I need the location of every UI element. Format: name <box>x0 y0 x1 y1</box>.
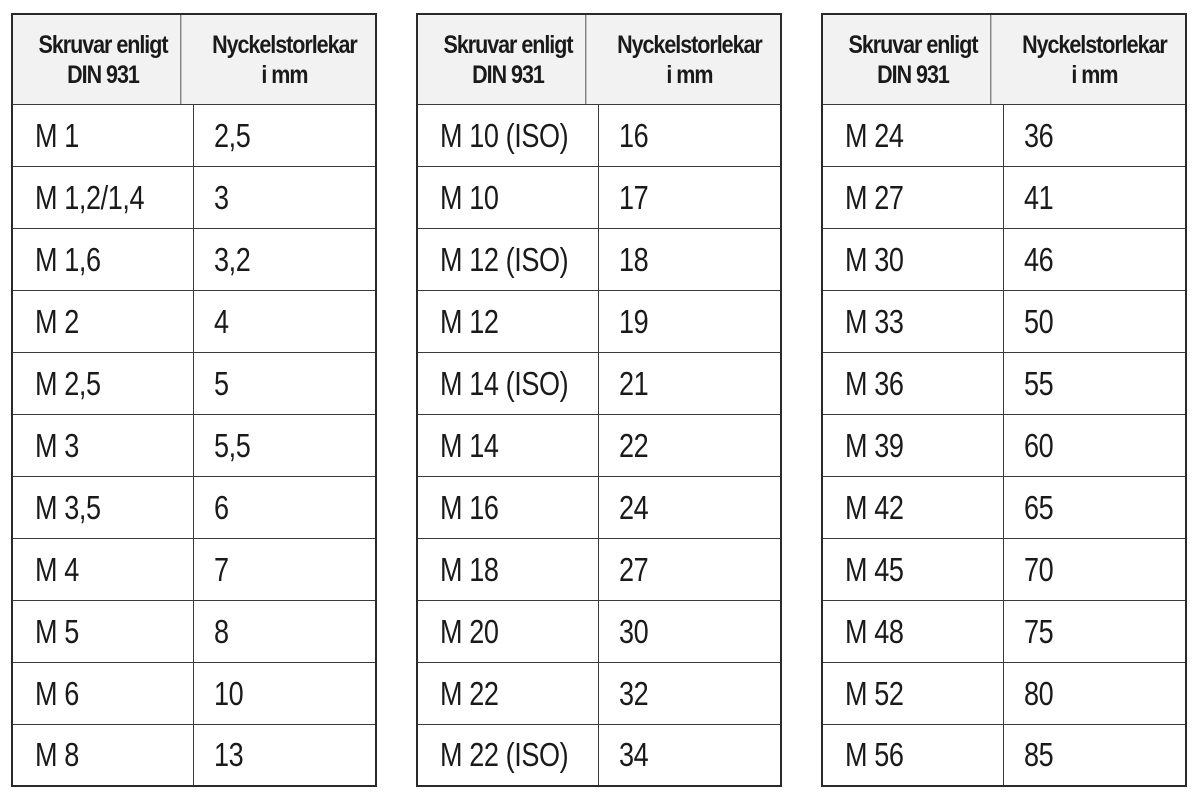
header-screw <box>431 15 587 104</box>
wrench-size-cell <box>194 477 375 538</box>
screw-cell <box>823 601 1004 662</box>
screw-cell <box>823 477 1004 538</box>
screw-cell <box>13 601 194 662</box>
table-row <box>13 663 375 725</box>
table-header <box>823 15 1185 105</box>
wrench-size-cell <box>194 725 375 785</box>
screw-value: M 22 (ISO) <box>440 736 569 773</box>
wrench-size-value: 4 <box>214 302 229 340</box>
table-row <box>823 477 1185 539</box>
wrench-size-table-2 <box>416 13 782 787</box>
table-row <box>823 663 1185 725</box>
wrench-size-cell <box>599 229 780 290</box>
wrench-size-value: 13 <box>214 736 244 773</box>
table-row <box>13 725 375 785</box>
wrench-size-value: 65 <box>1024 488 1054 526</box>
table-row <box>418 229 780 291</box>
table-row <box>823 725 1185 785</box>
wrench-size-value: 50 <box>1024 302 1054 340</box>
screw-value: M 2 <box>35 302 79 340</box>
wrench-size-value: 17 <box>619 178 649 216</box>
screw-value: M 12 <box>440 302 499 340</box>
table-row <box>823 415 1185 477</box>
wrench-size-cell <box>599 477 780 538</box>
header-wrench-size <box>207 15 363 104</box>
wrench-size-value: 2,5 <box>214 116 251 154</box>
header-wrench-size-label: Nyckelstorlekar i mm <box>617 30 762 89</box>
screw-cell <box>418 415 599 476</box>
table-row <box>13 415 375 477</box>
table-row <box>823 291 1185 353</box>
screw-value: M 4 <box>35 550 79 588</box>
wrench-size-value: 36 <box>1024 116 1054 154</box>
screw-cell <box>418 105 599 166</box>
header-screw-label: Skruvar enligt DIN 931 <box>443 30 573 89</box>
wrench-size-cell <box>194 663 375 724</box>
wrench-size-value: 3,2 <box>214 240 251 278</box>
table-row <box>418 725 780 785</box>
table-row <box>823 105 1185 167</box>
screw-cell <box>823 353 1004 414</box>
screw-cell <box>823 167 1004 228</box>
wrench-size-cell <box>599 415 780 476</box>
table-row <box>418 291 780 353</box>
screw-value: M 10 <box>440 178 499 216</box>
table-row <box>13 167 375 229</box>
wrench-size-value: 24 <box>619 488 649 526</box>
wrench-size-value: 41 <box>1024 178 1054 216</box>
table-row <box>13 229 375 291</box>
screw-value: M 1,2/1,4 <box>35 178 145 216</box>
wrench-size-value: 16 <box>619 116 649 154</box>
screw-cell <box>823 415 1004 476</box>
wrench-size-cell <box>194 291 375 352</box>
screw-cell <box>418 291 599 352</box>
wrench-size-value: 6 <box>214 488 229 526</box>
screw-value: M 45 <box>845 550 904 588</box>
screw-value: M 18 <box>440 550 499 588</box>
wrench-size-value: 8 <box>214 612 229 650</box>
screw-value: M 5 <box>35 612 79 650</box>
table-row <box>13 539 375 601</box>
screw-value: M 48 <box>845 612 904 650</box>
wrench-size-value: 22 <box>619 426 649 464</box>
screw-cell <box>823 105 1004 166</box>
wrench-size-value: 3 <box>214 178 229 216</box>
table-header <box>13 15 375 105</box>
screw-value: M 3,5 <box>35 488 101 526</box>
table-row <box>418 477 780 539</box>
header-screw-label: Skruvar enligt DIN 931 <box>848 30 978 89</box>
wrench-size-cell <box>1004 539 1185 600</box>
screw-value: M 56 <box>845 736 904 773</box>
wrench-size-value: 32 <box>619 674 649 712</box>
wrench-size-value: 5,5 <box>214 426 251 464</box>
table-row <box>418 353 780 415</box>
screw-cell <box>823 539 1004 600</box>
wrench-size-value: 34 <box>619 736 649 773</box>
wrench-size-value: 5 <box>214 364 229 402</box>
table-row <box>13 601 375 663</box>
wrench-size-cell <box>1004 229 1185 290</box>
screw-cell <box>418 539 599 600</box>
wrench-size-cell <box>194 539 375 600</box>
screw-cell <box>418 477 599 538</box>
wrench-size-cell <box>599 725 780 785</box>
wrench-size-value: 55 <box>1024 364 1054 402</box>
screw-cell <box>418 167 599 228</box>
screw-cell <box>823 291 1004 352</box>
wrench-size-cell <box>599 167 780 228</box>
header-wrench-size-label: Nyckelstorlekar i mm <box>1022 30 1167 89</box>
table-row <box>13 477 375 539</box>
screw-value: M 27 <box>845 178 904 216</box>
wrench-size-cell <box>194 601 375 662</box>
table-row <box>418 663 780 725</box>
wrench-size-value: 60 <box>1024 426 1054 464</box>
wrench-size-cell <box>1004 167 1185 228</box>
wrench-size-value: 10 <box>214 674 244 712</box>
screw-value: M 8 <box>35 736 79 773</box>
table-row <box>823 601 1185 663</box>
wrench-size-value: 7 <box>214 550 229 588</box>
wrench-size-cell <box>599 353 780 414</box>
table-row <box>823 229 1185 291</box>
table-row <box>418 167 780 229</box>
screw-value: M 3 <box>35 426 79 464</box>
screw-value: M 1,6 <box>35 240 101 278</box>
wrench-size-value: 19 <box>619 302 649 340</box>
wrench-size-cell <box>599 105 780 166</box>
wrench-size-cell <box>1004 353 1185 414</box>
wrench-size-cell <box>194 353 375 414</box>
screw-cell <box>823 229 1004 290</box>
screw-value: M 14 <box>440 426 499 464</box>
wrench-size-value: 80 <box>1024 674 1054 712</box>
screw-cell <box>13 353 194 414</box>
screw-cell <box>418 353 599 414</box>
wrench-size-value: 70 <box>1024 550 1054 588</box>
screw-cell <box>418 229 599 290</box>
table-row <box>418 601 780 663</box>
table-row <box>13 105 375 167</box>
screw-cell <box>13 291 194 352</box>
table-row <box>418 415 780 477</box>
header-screw <box>26 15 182 104</box>
screw-value: M 20 <box>440 612 499 650</box>
wrench-size-value: 46 <box>1024 240 1054 278</box>
screw-value: M 36 <box>845 364 904 402</box>
screw-cell <box>13 167 194 228</box>
screw-value: M 16 <box>440 488 499 526</box>
header-screw <box>836 15 992 104</box>
table-row <box>418 105 780 167</box>
screw-value: M 39 <box>845 426 904 464</box>
screw-cell <box>13 663 194 724</box>
screw-value: M 10 (ISO) <box>440 116 569 154</box>
screw-cell <box>13 229 194 290</box>
table-row <box>13 353 375 415</box>
screw-cell <box>13 539 194 600</box>
header-screw-label: Skruvar enligt DIN 931 <box>38 30 168 89</box>
wrench-size-cell <box>1004 663 1185 724</box>
wrench-size-value: 21 <box>619 364 649 402</box>
screw-value: M 6 <box>35 674 79 712</box>
wrench-size-cell <box>599 539 780 600</box>
screw-cell <box>13 105 194 166</box>
wrench-size-value: 27 <box>619 550 649 588</box>
screw-value: M 33 <box>845 302 904 340</box>
wrench-size-cell <box>1004 291 1185 352</box>
screw-cell <box>418 663 599 724</box>
table-row <box>823 167 1185 229</box>
wrench-size-cell <box>599 291 780 352</box>
screw-cell <box>823 663 1004 724</box>
screw-value: M 14 (ISO) <box>440 364 569 402</box>
screw-cell <box>13 477 194 538</box>
screw-cell <box>13 725 194 785</box>
screw-value: M 2,5 <box>35 364 101 402</box>
wrench-size-cell <box>1004 477 1185 538</box>
wrench-size-cell <box>599 663 780 724</box>
table-row <box>13 291 375 353</box>
screw-value: M 22 <box>440 674 499 712</box>
wrench-size-cell <box>194 105 375 166</box>
wrench-size-cell <box>194 415 375 476</box>
wrench-size-cell <box>194 167 375 228</box>
screw-value: M 30 <box>845 240 904 278</box>
header-wrench-size-label: Nyckelstorlekar i mm <box>212 30 357 89</box>
screw-cell <box>418 601 599 662</box>
wrench-size-value: 30 <box>619 612 649 650</box>
wrench-size-cell <box>1004 415 1185 476</box>
screw-value: M 24 <box>845 116 904 154</box>
header-wrench-size <box>612 15 768 104</box>
screw-cell <box>13 415 194 476</box>
wrench-size-cell <box>194 229 375 290</box>
screw-value: M 1 <box>35 116 79 154</box>
table-row <box>823 539 1185 601</box>
screw-cell <box>823 725 1004 785</box>
wrench-size-value: 75 <box>1024 612 1054 650</box>
wrench-size-cell <box>1004 601 1185 662</box>
screw-value: M 12 (ISO) <box>440 240 569 278</box>
wrench-size-value: 85 <box>1024 736 1054 773</box>
wrench-size-cell <box>1004 725 1185 785</box>
wrench-size-cell <box>1004 105 1185 166</box>
screw-value: M 42 <box>845 488 904 526</box>
wrench-size-table-1 <box>11 13 377 787</box>
wrench-size-table-3 <box>821 13 1187 787</box>
table-header <box>418 15 780 105</box>
table-row <box>823 353 1185 415</box>
screw-value: M 52 <box>845 674 904 712</box>
wrench-size-value: 18 <box>619 240 649 278</box>
wrench-size-cell <box>599 601 780 662</box>
header-wrench-size <box>1017 15 1173 104</box>
screw-cell <box>418 725 599 785</box>
table-row <box>418 539 780 601</box>
